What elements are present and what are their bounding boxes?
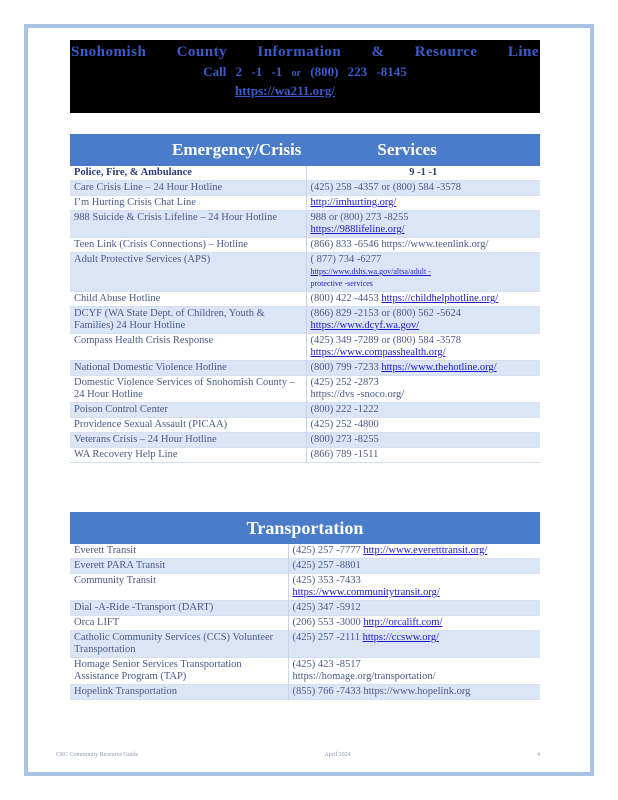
resource-contact xyxy=(306,292,540,307)
call-prefix: Call 2 -1 -1 xyxy=(203,64,283,79)
footer-left: CRC Community Resource Guide xyxy=(56,752,139,758)
table-row xyxy=(70,418,540,433)
resource-name: Homage Senior Services Transportation Assistance Program (TAP) xyxy=(70,658,288,685)
contact-text: (425) 349 -7289 or (800) 584 -3578 xyxy=(310,335,461,346)
resource-name: 988 Suicide & Crisis Lifeline – 24 Hour Hotline xyxy=(70,211,306,238)
table-row xyxy=(70,361,540,376)
transportation-table xyxy=(70,544,540,700)
resource-name: Providence Sexual Assault (PICAA) xyxy=(70,418,306,433)
resource-name: Everett Transit xyxy=(70,544,288,559)
website-link[interactable]: protective -services xyxy=(310,279,373,288)
table-row xyxy=(70,376,540,403)
footer-page-number: 4 xyxy=(537,752,540,758)
police-label: Police, Fire, & Ambulance xyxy=(70,166,306,181)
resource-name: Adult Protective Services (APS) xyxy=(70,253,306,292)
resource-name: Child Abuse Hotline xyxy=(70,292,306,307)
resource-name: Compass Health Crisis Response xyxy=(70,334,306,361)
website-link[interactable]: https://www.dshs.wa.gov/altsa/adult - xyxy=(310,267,431,276)
emergency-heading-left: Emergency/Crisis xyxy=(172,140,302,159)
transportation-heading: Transportation xyxy=(70,512,540,544)
resource-name: Hopelink Transportation xyxy=(70,685,288,700)
emergency-services-section xyxy=(70,134,540,463)
contact-text: (425) 252 -4800 xyxy=(310,419,379,430)
contact-text: (425) 258 -4357 or (800) 584 -3578 xyxy=(310,182,461,193)
resource-contact xyxy=(306,238,540,253)
contact-text: (425) 353 -7433 xyxy=(292,575,361,586)
contact-text: (800) 222 -1222 xyxy=(310,404,379,415)
resource-name: Poison Control Center xyxy=(70,403,306,418)
table-row xyxy=(70,616,540,631)
website-link[interactable]: http://orcalift.com/ xyxy=(363,617,443,628)
table-row xyxy=(70,685,540,700)
resource-line-header xyxy=(70,40,540,113)
resource-name: Veterans Crisis – 24 Hour Hotline xyxy=(70,433,306,448)
website-link[interactable]: https://childhelphotline.org/ xyxy=(381,293,499,304)
resource-name: Orca LIFT xyxy=(70,616,288,631)
resource-name: Care Crisis Line – 24 Hour Hotline xyxy=(70,181,306,196)
contact-text: (425) 423 -8517 xyxy=(292,659,361,670)
contact-text: https://dvs -snoco.org/ xyxy=(310,389,405,400)
contact-phone: (800) 422 -4453 xyxy=(310,293,379,304)
website-link[interactable]: https://www.dcyf.wa.gov/ xyxy=(310,320,420,331)
table-row xyxy=(70,403,540,418)
table-row xyxy=(70,307,540,334)
contact-text: (866) 789 -1511 xyxy=(310,449,379,460)
resource-name: DCYF (WA State Dept. of Children, Youth & Families) 24 Hour Hotline xyxy=(70,307,306,334)
table-row xyxy=(70,238,540,253)
contact-phone: (425) 257 -7777 xyxy=(292,545,361,556)
resource-name: WA Recovery Help Line xyxy=(70,448,306,463)
table-row xyxy=(70,253,540,292)
resource-contact xyxy=(288,559,540,574)
resource-contact xyxy=(306,253,540,292)
website-link[interactable]: http://www.everetttransit.org/ xyxy=(363,545,488,556)
table-row xyxy=(70,211,540,238)
resource-name: Domestic Violence Services of Snohomish County – 24 Hour Hotline xyxy=(70,376,306,403)
table-row xyxy=(70,559,540,574)
contact-text xyxy=(293,617,537,629)
contact-text: (855) 766 -7433 https://www.hopelink.org xyxy=(292,686,471,697)
contact-phone: (800) 799 -7233 xyxy=(310,362,379,373)
resource-name: Community Transit xyxy=(70,574,288,601)
emergency-heading-right: Services xyxy=(377,140,437,159)
resource-name: National Domestic Violence Hotline xyxy=(70,361,306,376)
resource-name: Teen Link (Crisis Connections) – Hotline xyxy=(70,238,306,253)
table-row xyxy=(70,574,540,601)
footer-center: April 2024 xyxy=(324,752,351,758)
header-url-line xyxy=(70,83,540,99)
resource-contact xyxy=(288,616,540,631)
resource-contact xyxy=(288,601,540,616)
contact-text xyxy=(311,362,537,374)
resource-contact xyxy=(306,334,540,361)
website-link[interactable]: https://www.communitytransit.org/ xyxy=(292,587,440,598)
resource-contact xyxy=(288,574,540,601)
contact-text: (425) 347 -5912 xyxy=(292,602,361,613)
call-number: (800) 223 -8145 xyxy=(310,64,407,79)
contact-text: (425) 257 -8801 xyxy=(292,560,361,571)
table-row xyxy=(70,433,540,448)
resource-contact xyxy=(306,418,540,433)
table-row xyxy=(70,196,540,211)
resource-contact xyxy=(306,307,540,334)
police-number: 9 -1 -1 xyxy=(306,166,540,181)
resource-name: Everett PARA Transit xyxy=(70,559,288,574)
table-row xyxy=(70,334,540,361)
website-link[interactable]: https://ccsww.org/ xyxy=(362,632,440,643)
resource-contact xyxy=(306,448,540,463)
contact-text: ( 877) 734 -6277 xyxy=(310,254,382,265)
table-row xyxy=(70,631,540,658)
contact-text: (425) 252 -2873 xyxy=(310,377,379,388)
resource-contact xyxy=(306,403,540,418)
website-link[interactable]: https://988lifeline.org/ xyxy=(310,224,405,235)
resource-contact xyxy=(306,181,540,196)
contact-text: (866) 829 -2153 or (800) 562 -5624 xyxy=(310,308,461,319)
resource-name: Dial -A-Ride -Transport (DART) xyxy=(70,601,288,616)
table-row xyxy=(70,544,540,559)
resource-contact xyxy=(306,376,540,403)
call-or: or xyxy=(291,68,301,79)
emergency-table xyxy=(70,166,540,463)
resource-contact xyxy=(306,211,540,238)
page-footer xyxy=(56,752,540,758)
table-row xyxy=(70,292,540,307)
table-row xyxy=(70,181,540,196)
table-row xyxy=(70,658,540,685)
website-link[interactable]: https://www.thehotline.org/ xyxy=(381,362,497,373)
resource-contact xyxy=(288,631,540,658)
contact-text: https://homage.org/transportation/ xyxy=(292,671,436,682)
table-row xyxy=(70,601,540,616)
contact-phone: (425) 257 -2111 xyxy=(292,632,360,643)
website-link[interactable]: https://www.compasshealth.org/ xyxy=(310,347,446,358)
resource-name: Catholic Community Services (CCS) Volunteer Transportation xyxy=(70,631,288,658)
police-row xyxy=(70,166,540,181)
contact-text xyxy=(293,545,537,557)
resource-contact xyxy=(306,196,540,211)
header-call-line xyxy=(70,64,540,80)
resource-contact xyxy=(306,361,540,376)
header-title: Snohomish County Information & Resource Line xyxy=(70,44,539,60)
contact-phone: (206) 553 -3000 xyxy=(292,617,361,628)
header-url-link[interactable]: https://wa211.org/ xyxy=(234,83,336,98)
contact-text: (866) 833 -6546 https://www.teenlink.org/ xyxy=(310,239,489,250)
resource-contact xyxy=(288,658,540,685)
table-row xyxy=(70,448,540,463)
contact-text: (800) 273 -8255 xyxy=(310,434,379,445)
contact-text xyxy=(311,293,537,305)
contact-text xyxy=(293,632,537,644)
website-link[interactable]: http://imhurting.org/ xyxy=(310,197,397,208)
emergency-heading xyxy=(70,134,540,166)
resource-contact xyxy=(288,544,540,559)
resource-name: I’m Hurting Crisis Chat Line xyxy=(70,196,306,211)
resource-contact xyxy=(288,685,540,700)
transportation-section xyxy=(70,512,540,700)
contact-text: 988 or (800) 273 -8255 xyxy=(310,212,409,223)
resource-contact xyxy=(306,433,540,448)
